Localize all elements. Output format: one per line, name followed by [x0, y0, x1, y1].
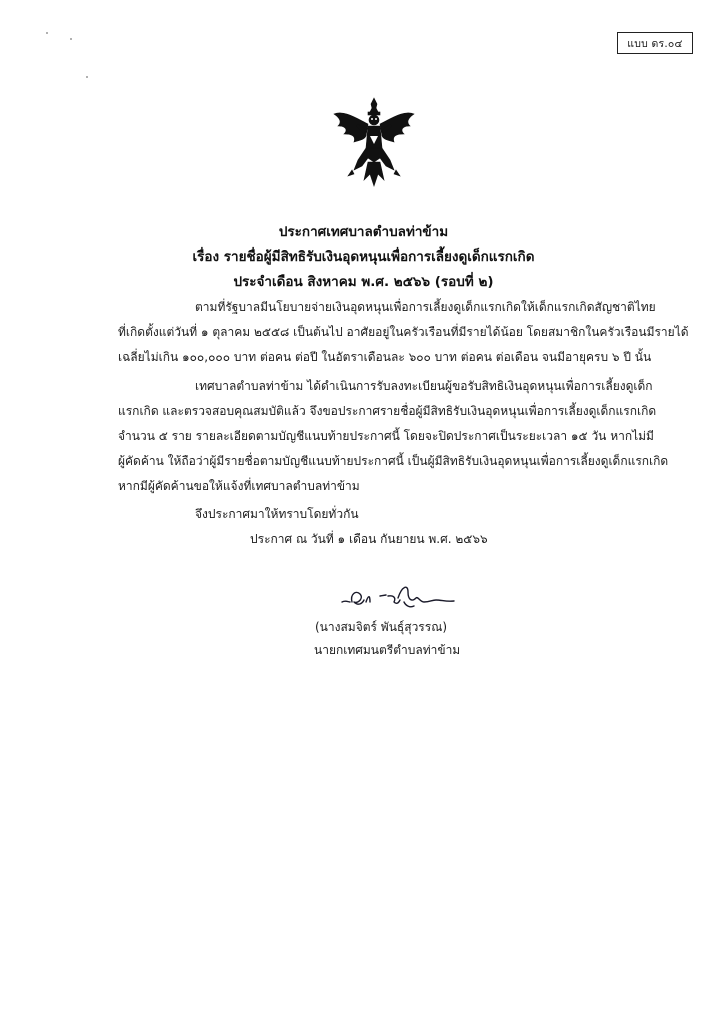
paragraph-line: เทศบาลตำบลท่าข้าม ได้ดำเนินการรับลงทะเบียนผู้ขอรับสิทธิเงินอุดหนุนเพื่อการเลี้ยงดูเด็ก	[195, 379, 653, 393]
signer-title: นายกเทศมนตรีตำบลท่าข้าม	[314, 643, 461, 657]
paragraph-line: หากมีผู้คัดค้านขอให้แจ้งที่เทศบาลตำบลท่าข้าม	[118, 479, 360, 493]
paragraph-line: เฉลี่ยไม่เกิน ๑๐๐,๐๐๐ บาท ต่อคน ต่อปี ในอัตราเดือนละ ๖๐๐ บาท ต่อคน ต่อเดือน จนมีอายุครบ ๖ ปี นั้น	[118, 350, 652, 364]
handwritten-signature	[336, 572, 464, 620]
closing-statement: จึงประกาศมาให้ทราบโดยทั่วกัน	[195, 507, 359, 521]
paragraph-line: ตามที่รัฐบาลมีนโยบายจ่ายเงินอุดหนุนเพื่อการเลี้ยงดูเด็กแรกเกิดให้เด็กแรกเกิดสัญชาติไทย	[195, 300, 656, 314]
scan-speck	[70, 38, 72, 40]
paragraph-policy	[118, 295, 689, 370]
announcement-subject: เรื่อง รายชื่อผู้มีสิทธิรับเงินอุดหนุนเพื่อการเลี้ยงดูเด็กแรกเกิด	[192, 249, 535, 265]
paragraph-line: ผู้คัดค้าน ให้ถือว่าผู้มีรายชื่อตามบัญชีแนบท้ายประกาศนี้ เป็นผู้มีสิทธิรับเงินอุดหนุนเพื่อการเลี้ยงดูเด็กแรกเกิด	[118, 454, 669, 468]
paragraph-registration	[118, 374, 669, 499]
announcement-period: ประจำเดือน สิงหาคม พ.ศ. ๒๕๖๖ (รอบที่ ๒)	[233, 274, 494, 290]
paragraph-line: ที่เกิดตั้งแต่วันที่ ๑ ตุลาคม ๒๕๕๘ เป็นต้นไป อาศัยอยู่ในครัวเรือนที่มีรายได้น้อย โดยสมาชิกในครัวเรือนมีรายได้	[118, 325, 689, 339]
paragraph-line: แรกเกิด และตรวจสอบคุณสมบัติแล้ว จึงขอประกาศรายชื่อผู้มีสิทธิรับเงินอุดหนุนเพื่อการเลี้ยงดูเด็กแรกเกิด	[118, 404, 657, 418]
announcement-date: ประกาศ ณ วันที่ ๑ เดือน กันยายน พ.ศ. ๒๕๖๖	[250, 532, 488, 546]
paragraph-line: จำนวน ๕ ราย รายละเอียดตามบัญชีแนบท้ายประกาศนี้ โดยจะปิดประกาศเป็นระยะเวลา ๑๕ วัน หากไม่มี	[118, 429, 654, 443]
scan-speck	[46, 32, 48, 34]
announcement-title: ประกาศเทศบาลตำบลท่าข้าม	[278, 224, 449, 240]
signer-name: (นางสมจิตร์ พันธุ์สุวรรณ)	[315, 620, 448, 634]
form-code-box: แบบ ดร.๐๔	[617, 32, 693, 54]
garuda-emblem-icon	[332, 96, 416, 188]
scan-speck	[86, 76, 88, 78]
